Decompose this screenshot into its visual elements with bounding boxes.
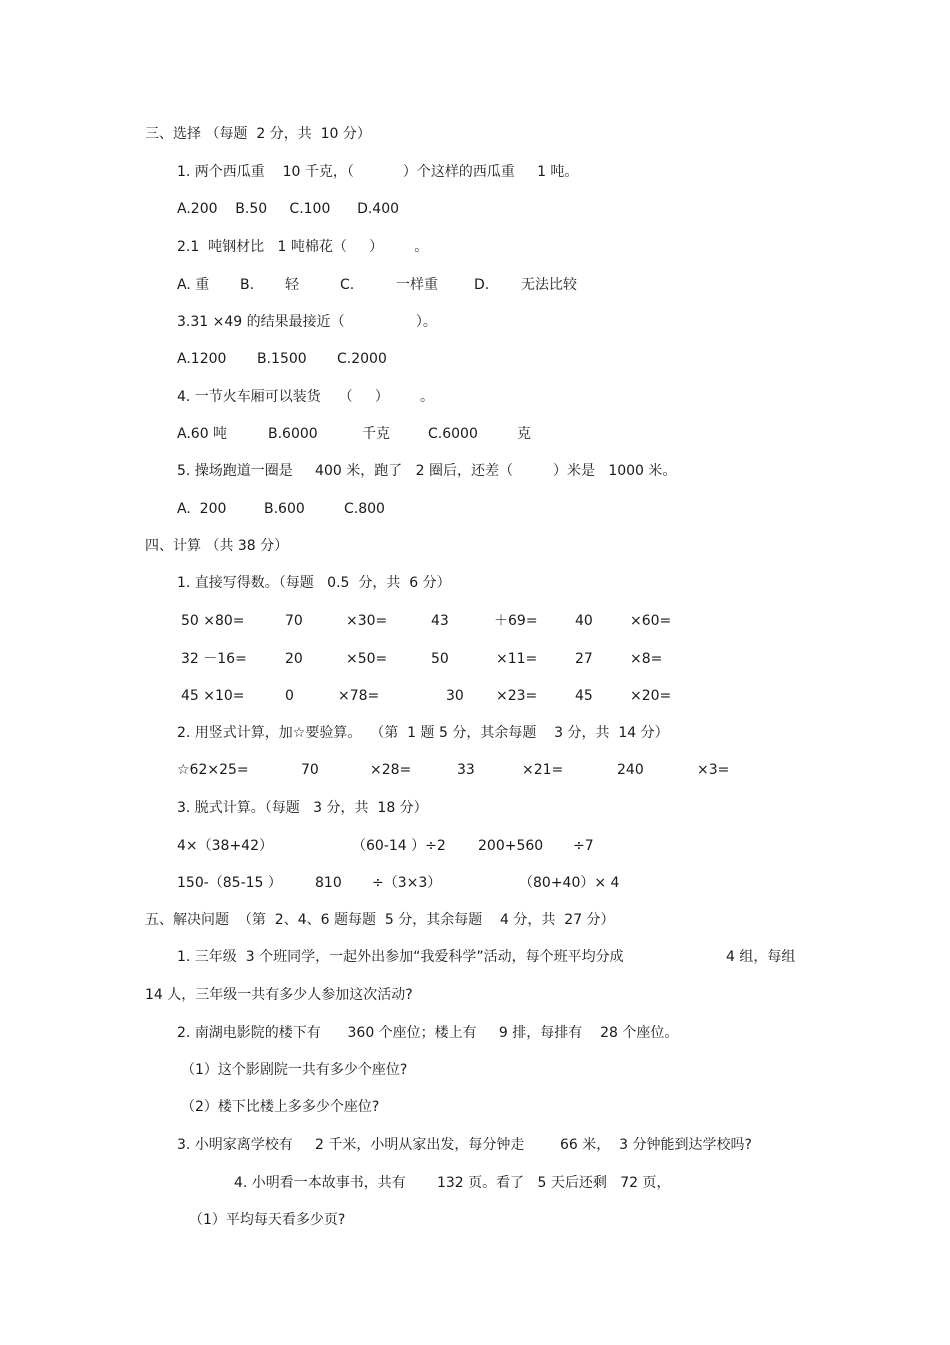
- calc-cell: 200+560: [478, 838, 544, 854]
- calc-cell: （80+40）× 4: [519, 875, 620, 891]
- option-b: B.6000: [268, 426, 318, 442]
- calc-cell: 70: [285, 613, 303, 629]
- section-4-heading: 四、计算 （共 38 分）: [145, 538, 289, 554]
- calc-cell: ÷（3×3）: [372, 875, 442, 891]
- calc-cell: 240: [617, 762, 644, 778]
- calc-cell: ×11=: [496, 651, 538, 667]
- calc-cell: 45: [575, 688, 593, 704]
- part-4-1-title: 1. 直接写得数。（每题 0.5 分，共 6 分）: [177, 575, 451, 591]
- calc-cell: 70: [301, 762, 319, 778]
- calc-cell: ×78=: [338, 688, 380, 704]
- option-c: C.800: [344, 501, 385, 517]
- question-3-3: 3.31 ×49 的结果最接近（ ）。: [177, 314, 437, 330]
- calc-cell: 150-（85-15 ）: [177, 875, 282, 891]
- calc-cell: （60-14 ）÷2: [352, 838, 446, 854]
- option-a: A.1200: [177, 351, 227, 367]
- calc-cell: ×60=: [630, 613, 672, 629]
- section-5-heading: 五、解决问题 （第 2、4、6 题每题 5 分，其余每题 4 分，共 27 分）: [145, 912, 615, 928]
- calc-cell: ＋69=: [494, 613, 538, 629]
- calc-cell: ×50=: [346, 651, 388, 667]
- problem-5-2-part-1: （1）这个影剧院一共有多少个座位?: [181, 1062, 408, 1078]
- question-3-5: 5. 操场跑道一圈是 400 米，跑了 2 圈后，还差（ ）米是 1000 米。: [177, 463, 677, 479]
- calc-cell: ×3=: [697, 762, 730, 778]
- option-a: A. 200: [177, 501, 227, 517]
- question-3-1: 1. 两个西瓜重 10 千克，（ ）个这样的西瓜重 1 吨。: [177, 164, 579, 180]
- calc-cell: 40: [575, 613, 593, 629]
- option-c-unit: 克: [517, 426, 531, 442]
- question-3-4: 4. 一节火车厢可以装货 （ ） 。: [177, 389, 435, 405]
- calc-cell: 20: [285, 651, 303, 667]
- part-4-2-title: 2. 用竖式计算，加☆要验算。 （第 1 题 5 分，其余每题 3 分，共 14 分）: [177, 725, 669, 741]
- calc-cell: 30: [446, 688, 464, 704]
- calc-cell: 4×（38+42）: [177, 838, 273, 854]
- section-3-heading: 三、选择 （每题 2 分，共 10 分）: [145, 126, 371, 142]
- problem-5-3: 3. 小明家离学校有 2 千米，小明从家出发，每分钟走 66 米， 3 分钟能到达学校吗?: [177, 1137, 752, 1153]
- problem-5-1-line-1: 1. 三年级 3 个班同学，一起外出参加“我爱科学”活动，每个班平均分成: [177, 949, 624, 965]
- calc-cell: 33: [457, 762, 475, 778]
- calc-cell: ×21=: [522, 762, 564, 778]
- question-3-2: 2.1 吨钢材比 1 吨棉花（ ） 。: [177, 239, 429, 255]
- calc-cell: ×20=: [630, 688, 672, 704]
- option-b: B.: [240, 277, 255, 293]
- problem-5-1-line-2: 14 人，三年级一共有多少人参加这次活动?: [145, 987, 413, 1003]
- options-3-1: A.200 B.50 C.100 D.400: [177, 201, 400, 217]
- calc-cell: ×28=: [370, 762, 412, 778]
- calc-cell: ×30=: [346, 613, 388, 629]
- calc-cell: 32 －16=: [181, 651, 247, 667]
- option-d-text: 无法比较: [521, 277, 577, 293]
- calc-cell: 50: [431, 651, 449, 667]
- option-b: B.600: [264, 501, 305, 517]
- part-4-3-title: 3. 脱式计算。（每题 3 分，共 18 分）: [177, 800, 428, 816]
- calc-cell: 43: [431, 613, 449, 629]
- option-d: D.: [474, 277, 490, 293]
- problem-5-4-part-1: （1）平均每天看多少页?: [189, 1212, 346, 1228]
- calc-cell: 0: [285, 688, 294, 704]
- problem-5-2-part-2: （2）楼下比楼上多多少个座位?: [181, 1099, 380, 1115]
- problem-5-4: 4. 小明看一本故事书，共有 132 页。看了 5 天后还剩 72 页，: [234, 1175, 671, 1191]
- calc-cell: ×8=: [630, 651, 663, 667]
- option-c: C.2000: [337, 351, 387, 367]
- calc-cell: 810: [315, 875, 342, 891]
- option-b-text: 轻: [285, 277, 299, 293]
- calc-cell: 45 ×10=: [181, 688, 245, 704]
- option-b-unit: 千克: [362, 426, 390, 442]
- calc-cell: ×23=: [496, 688, 538, 704]
- option-c: C.6000: [428, 426, 478, 442]
- option-c: C.: [340, 277, 355, 293]
- option-c-text: 一样重: [396, 277, 438, 293]
- calc-cell: ☆62×25=: [177, 762, 249, 778]
- option-a: A.60 吨: [177, 426, 228, 442]
- option-b: B.1500: [257, 351, 307, 367]
- option-a: A. 重: [177, 277, 210, 293]
- calc-cell: 50 ×80=: [181, 613, 245, 629]
- problem-5-2: 2. 南湖电影院的楼下有 360 个座位；楼上有 9 排，每排有 28 个座位。: [177, 1025, 679, 1041]
- calc-cell: ÷7: [573, 838, 594, 854]
- calc-cell: 27: [575, 651, 593, 667]
- problem-5-1-line-1-tail: 4 组，每组: [726, 949, 796, 965]
